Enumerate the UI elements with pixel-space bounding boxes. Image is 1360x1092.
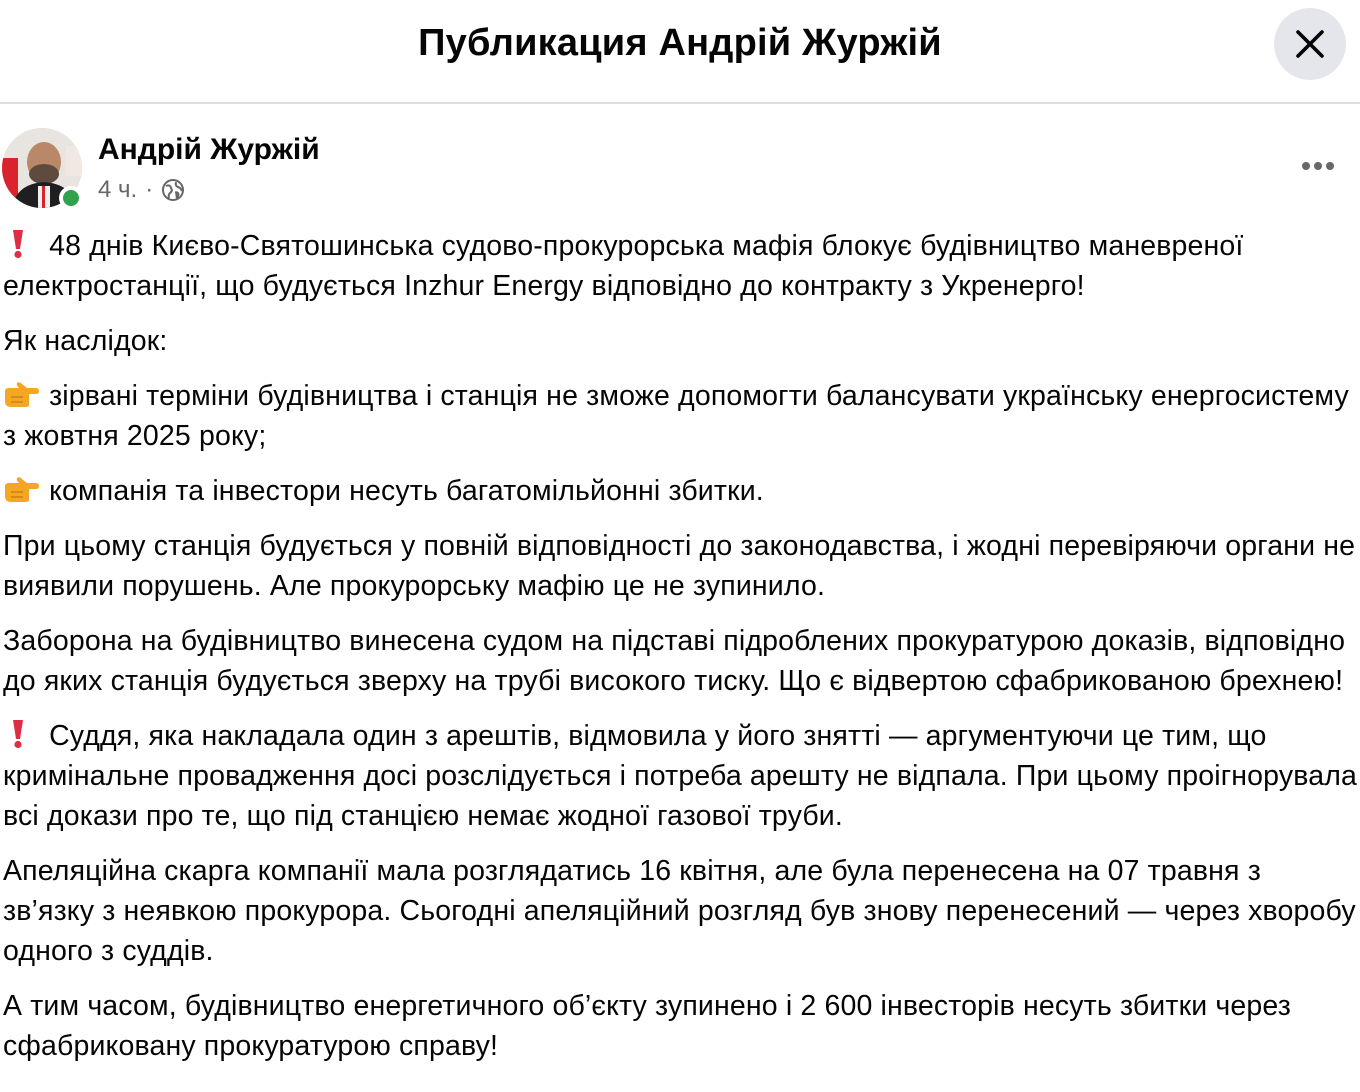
meta-separator: · — [145, 176, 154, 203]
paragraph-text: А тим часом, будівництво енергетичного об’єкту зупинено і 2 600 інвесторів несуть збитки через сфабриковану прокуратурою справу! — [3, 990, 1291, 1062]
post-meta — [98, 176, 185, 204]
close-icon — [1294, 28, 1326, 60]
post-timestamp[interactable]: 4 ч. — [98, 176, 138, 203]
exclamation-icon — [3, 229, 41, 259]
post-paragraph — [3, 226, 1359, 306]
paragraph-text: зірвані терміни будівництва і станція не зможе допомогти балансувати українську енергосистему з жовтня 2025 року; — [3, 380, 1349, 452]
post-options-button[interactable] — [1290, 150, 1346, 182]
pointing-hand-icon — [3, 379, 41, 409]
post-paragraph — [3, 986, 1359, 1066]
post-paragraph — [3, 716, 1359, 836]
close-button[interactable] — [1274, 8, 1346, 80]
paragraph-text: компанія та інвестори несуть багатомільйонні збитки. — [49, 475, 764, 507]
dialog-title: Публикация Андрій Журжій — [418, 22, 942, 64]
pointing-hand-icon — [3, 474, 41, 504]
post-paragraph — [3, 526, 1359, 606]
exclamation-icon — [3, 719, 41, 749]
paragraph-text: Заборона на будівництво винесена судом на підставі підроблених прокуратурою доказів, відповідно до яких станція будується зверху на трубі високого тиску. Що є відвертою сфабрикованою брехнею! — [3, 625, 1346, 697]
author-avatar-link[interactable] — [2, 128, 82, 210]
post-paragraph — [3, 851, 1359, 971]
author-name[interactable]: Андрій Журжій — [98, 133, 320, 166]
dialog-header — [0, 0, 1360, 104]
post-paragraph — [3, 621, 1359, 701]
more-horizontal-icon — [1300, 160, 1336, 172]
paragraph-text: При цьому станція будується у повній відповідності до законодавства, і жодні перевіряючи органи не виявили порушень. Але прокурорську мафію це не зупинило. — [3, 530, 1356, 602]
post-text — [3, 226, 1359, 1081]
post-paragraph — [3, 321, 1359, 361]
paragraph-text: 48 днів Києво-Святошинська судово-прокурорська мафія блокує будівництво маневреної електростанції, що будується Inzhur Energy відповідно до контракту з Укренерго! — [3, 230, 1244, 302]
online-status-dot — [59, 186, 83, 210]
paragraph-text: Суддя, яка накладала один з арештів, відмовила у його знятті — аргументуючи це тим, що кримінальне провадження досі розслідується і потреба арешту не відпала. При цьому проігнорувала всі докази про те, що під станцією немає жодної газової труби. — [3, 720, 1358, 832]
globe-icon[interactable] — [161, 178, 185, 202]
post-paragraph — [3, 471, 1359, 511]
paragraph-text: Як наслідок: — [3, 325, 168, 357]
paragraph-text: Апеляційна скарга компанії мала розглядатись 16 квітня, але була перенесена на 07 травня з зв’язку з неявкою прокурора. Сьогодні апеляційний розгляд був знову перенесений — через хворобу одного з суддів. — [3, 855, 1356, 967]
post-paragraph — [3, 376, 1359, 456]
